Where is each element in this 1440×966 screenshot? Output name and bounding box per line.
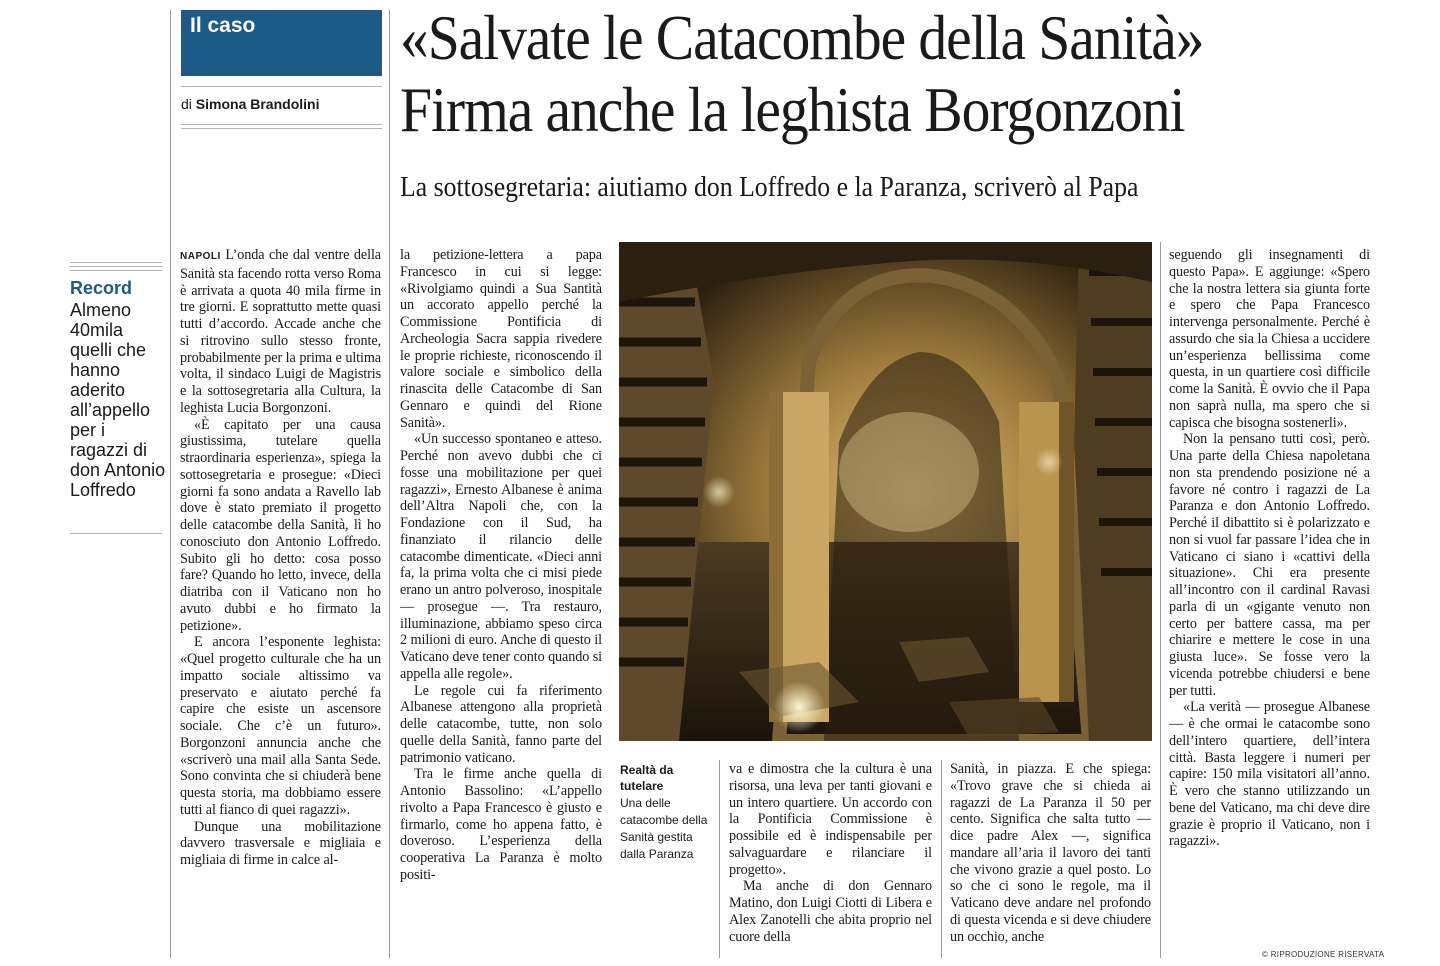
headline [400, 2, 1327, 146]
record-text: Almeno 40mila quelli che hanno aderito all’appello per i ragazzi di don Antonio Loffredo [70, 300, 166, 500]
record-bottom-rule [70, 533, 162, 534]
col1-paragraph-3: E ancora l’esponente leghista: «Quel progetto culturale che ha un impatto sociale altissimo va preservato e aiutato perché fa capire che esiste un ascensore sociale. Che c’è un futuro». Borgonzoni annuncia anche che «scriverò una mail alla Santa Sede. Sono convinta che si chiuderà bene questa storia, ma dobbiamo essere tutti al fianco di quei ragazzi». [180, 634, 381, 818]
col1-paragraph-1 [180, 247, 381, 417]
byline-prefix: di [181, 96, 196, 112]
byline-top-rule [181, 86, 382, 87]
article-column-3 [729, 761, 932, 959]
kicker-label: Il caso [190, 14, 256, 37]
col2-paragraph-1: la petizione-lettera a papa Francesco in cui si legge: «Rivolgiamo quindi a Sua Santità un accorato appello perché la Commissione Pontificia di Archeologia Sacra sappia rivedere le proprie richieste, riconoscendo il valore sociale e simbolico della rinascita delle Catacombe di San Gennaro e quindi del Rione Sanità». [400, 247, 602, 431]
headline-line-1: «Salvate le Catacombe della Sanità» [400, 2, 1204, 73]
byline-bottom-rule [181, 124, 382, 125]
col5-paragraph-2: Non la pensano tutti così, però. Una parte della Chiesa napoletana non sta prendendo posizione né a favore né contro i ragazzi de La Paranza e don Antonio Loffredo. Perché il dibattito si è polarizzato e non si vuol far passare l’idea che in Vaticano ci siano i «cattivi della situazione». Chi era presente all’incontro con il cardinal Ravasi parla di un «gigante venuto non certo per battere cassa, ma per chiarire e mettere le cose in una giusta luce». Se fosse vero la vicenda potrebbe chiudersi e bene per tutti. [1169, 431, 1370, 699]
photo-caption-text: Una delle catacombe della Sanità gestita dalla Paranza [620, 796, 708, 861]
byline-author: Simona Brandolini [195, 96, 320, 112]
col1-paragraph-4: Dunque una mobilitazione davvero trasversale e migliaia e migliaia di firme in calce al- [180, 818, 381, 868]
article-column-5 [1169, 247, 1370, 947]
article-column-4 [950, 761, 1151, 959]
record-top-rule-2 [70, 266, 162, 267]
column-rule-left [170, 10, 171, 958]
col5-paragraph-3: «La verità — prosegue Albanese — è che ormai le catacombe sono dell’intero quartiere, dell’intera città. Basta leggere i numeri per capire: 150 mila visitatori all’anno. È vero che stanno utilizzando un bene del Vaticano, ma chi deve dire grazie è proprio il Vaticano, non i ragazzi». [1169, 699, 1370, 850]
subheadline: La sottosegretaria: aiutiamo don Loffredo e la Paranza, scriverò al Papa [400, 172, 1139, 203]
col5-paragraph-1: seguendo gli insegnamenti di questo Papa». E aggiunge: «Spero che la nostra lettera sia giunta forte e spero che Papa Francesco intervenga personalmente. Perché è assurdo che sia la Chiesa a uccidere un’esperienza bellissima come questa, in un quartiere così difficile come la Sanità. È ovvio che il Papa non saprà nulla, ma spero che si capisca che bisogna sostenerli». [1169, 247, 1370, 431]
col1-paragraph-1-text: L’onda che dal ventre della Sanità sta facendo rotta verso Roma è arrivata a quota 40 mila firme in tre giorni. E soprattutto mette quasi tutti d’accordo. Accade anche che si ritrovino sullo stesso fronte, probabilmente per la prima e ultima volta, il sindaco Luigi de Magistris e la sottosegretaria alla Cultura, la leghista Lucia Borgonzoni. [180, 247, 381, 416]
col3-paragraph-2: Ma anche di don Gennaro Matino, don Luigi Ciotti di Libera e Alex Zanotelli che abita proprio nel cuore della [729, 878, 932, 945]
col3-paragraph-1: va e dimostra che la cultura è una risorsa, una leva per tanti giovani e un intero quartiere. Un accordo con la Pontificia Commissione è possibile ed è indispensabile per salvaguardare e rilanciare il progetto». [729, 761, 932, 878]
photo-caption-title: Realtà da tutelare [620, 763, 674, 793]
copyright-notice: © RIPRODUZIONE RISERVATA [1262, 950, 1385, 959]
article-column-1 [180, 247, 381, 959]
col2-paragraph-4: Tra le firme anche quella di Antonio Bassolino: «L’appello rivolto a Papa Francesco è giusto e firmarlo, come ho appena fatto, è doveroso. L’esperienza della cooperativa La Paranza è molto positi- [400, 766, 602, 883]
column-rule-col3 [941, 760, 942, 958]
column-rule-byline [389, 10, 390, 958]
record-title: Record [70, 278, 133, 298]
column-rule-col4 [1160, 242, 1161, 958]
catacomb-photo [619, 242, 1152, 741]
col2-paragraph-3: Le regole cui fa riferimento Albanese attengono alla proprietà delle catacombe, tutte, non solo quelle della Sanità, fanno parte del patrimonio vaticano. [400, 682, 602, 766]
byline-bottom-rule-2 [181, 128, 382, 129]
dateline: NAPOLI [180, 251, 221, 262]
record-top-rule-3 [70, 270, 162, 271]
byline [181, 96, 319, 112]
col2-paragraph-2: «Un successo spontaneo e atteso. Perché non avevo dubbi che ci fosse una mobilitazione per quei ragazzi», Ernesto Albanese è anima dell’Altra Napoli che, con la Fondazione con il Sud, ha finanziato il rilancio delle catacombe dimenticate. «Dieci anni fa, la prima volta che ci misi piede erano un antro polveroso, inospitale — prosegue —. Tra restauro, illuminazione, abbiamo speso circa 2 milioni di euro. Anche di questo il Vaticano deve tener conto quando si appella alle regole». [400, 431, 602, 682]
col4-paragraph-1: Sanità, in piazza. E che spiega: «Trovo grave che si chieda ai ragazzi de La Paranza il 50 per cento. Significa che salta tutto — dice padre Alex —, significa mandare all’aria il lavoro dei tanti che vivono grazie a quel posto. Lo so che ci sono le regole, ma il Vaticano deve andare nel profondo di questa vicenda e si deve chiudere un occhio, anche [950, 761, 1151, 945]
col1-paragraph-2: «È capitato per una causa giustissima, tutelare quella straordinaria esperienza», spiega la sottosegretaria e prosegue: «Dieci giorni fa sono andata a Ravello lab dove è stato premiato il progetto delle catacombe della Sanità, lì ho conosciuto don Antonio Loffredo. Subito gli ho detto: cosa posso fare? Quando ho letto, invece, della diatriba con il Vaticano non ho avuto dubbi e ho firmato la petizione». [180, 416, 381, 634]
record-top-rule [70, 262, 162, 263]
headline-line-2: Firma anche la leghista Borgonzoni [400, 74, 1185, 145]
article-column-2 [400, 247, 602, 959]
